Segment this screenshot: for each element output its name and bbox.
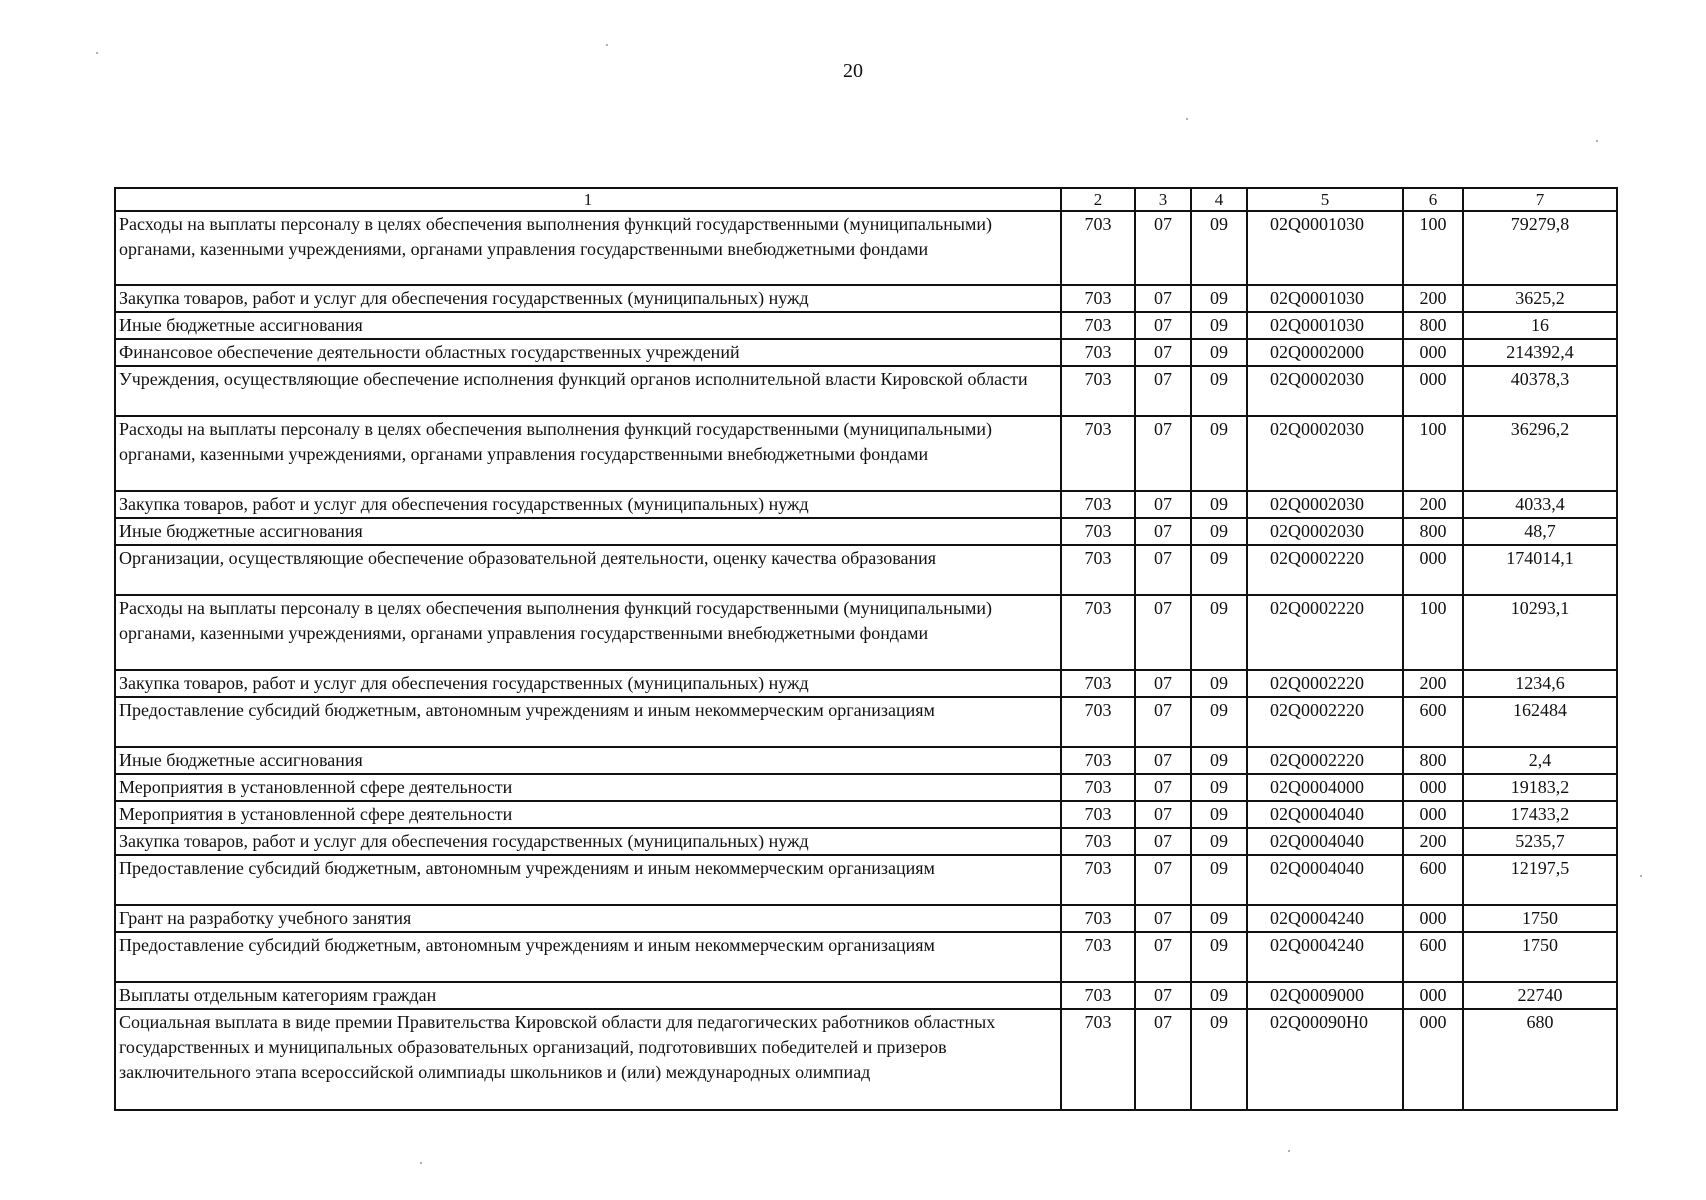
row-target-code: 02Q0002030	[1247, 491, 1403, 518]
row-col-2: 703	[1061, 905, 1135, 932]
row-col-2: 703	[1061, 595, 1135, 670]
row-col-3: 07	[1135, 518, 1191, 545]
row-col-2: 703	[1061, 747, 1135, 774]
page-number: 20	[843, 60, 863, 82]
row-expense-type: 200	[1403, 828, 1463, 855]
row-col-2: 703	[1061, 416, 1135, 491]
scan-speck	[96, 52, 98, 54]
row-col-3: 07	[1135, 905, 1191, 932]
row-description: Грант на разработку учебного занятия	[115, 905, 1061, 932]
row-amount: 3625,2	[1463, 285, 1617, 312]
row-description: Предоставление субсидий бюджетным, автономным учреждениям и иным некоммерческим организациям	[115, 932, 1061, 982]
column-header: 1	[115, 188, 1061, 211]
row-col-3: 07	[1135, 747, 1191, 774]
row-amount: 5235,7	[1463, 828, 1617, 855]
row-col-2: 703	[1061, 855, 1135, 905]
row-expense-type: 000	[1403, 905, 1463, 932]
row-amount: 17433,2	[1463, 801, 1617, 828]
row-col-4: 09	[1191, 828, 1247, 855]
row-col-3: 07	[1135, 312, 1191, 339]
row-col-4: 09	[1191, 747, 1247, 774]
row-col-3: 07	[1135, 855, 1191, 905]
row-col-2: 703	[1061, 670, 1135, 697]
table-row	[115, 1009, 1617, 1110]
row-amount: 10293,1	[1463, 595, 1617, 670]
row-amount: 12197,5	[1463, 855, 1617, 905]
scan-speck	[1186, 118, 1188, 120]
scan-speck	[1288, 1150, 1290, 1152]
row-expense-type: 000	[1403, 982, 1463, 1009]
row-expense-type: 000	[1403, 801, 1463, 828]
row-col-2: 703	[1061, 801, 1135, 828]
row-amount: 174014,1	[1463, 545, 1617, 595]
row-col-3: 07	[1135, 1009, 1191, 1110]
row-target-code: 02Q0002220	[1247, 545, 1403, 595]
budget-table	[114, 187, 1618, 1111]
row-col-2: 703	[1061, 211, 1135, 285]
table-header-row	[115, 188, 1617, 211]
table-row	[115, 211, 1617, 285]
row-amount: 36296,2	[1463, 416, 1617, 491]
row-target-code: 02Q0004240	[1247, 932, 1403, 982]
row-col-2: 703	[1061, 932, 1135, 982]
row-expense-type: 200	[1403, 670, 1463, 697]
column-header: 4	[1191, 188, 1247, 211]
row-target-code: 02Q00090H0	[1247, 1009, 1403, 1110]
row-col-2: 703	[1061, 285, 1135, 312]
row-col-3: 07	[1135, 285, 1191, 312]
row-amount: 1234,6	[1463, 670, 1617, 697]
table-row	[115, 312, 1617, 339]
row-amount: 1750	[1463, 905, 1617, 932]
row-expense-type: 000	[1403, 774, 1463, 801]
row-col-3: 07	[1135, 416, 1191, 491]
row-col-2: 703	[1061, 491, 1135, 518]
column-header: 7	[1463, 188, 1617, 211]
table-row	[115, 747, 1617, 774]
row-expense-type: 800	[1403, 747, 1463, 774]
row-amount: 680	[1463, 1009, 1617, 1110]
row-description: Выплаты отдельным категориям граждан	[115, 982, 1061, 1009]
row-target-code: 02Q0004240	[1247, 905, 1403, 932]
row-description: Организации, осуществляющие обеспечение образовательной деятельности, оценку качества образования	[115, 545, 1061, 595]
row-expense-type: 000	[1403, 366, 1463, 416]
row-description: Мероприятия в установленной сфере деятельности	[115, 774, 1061, 801]
row-expense-type: 100	[1403, 595, 1463, 670]
table-row	[115, 932, 1617, 982]
row-description: Социальная выплата в виде премии Правительства Кировской области для педагогических работников областных государственных и муниципальных образовательных организаций, подготовивших победителей и призеров заключительного этапа всероссийской олимпиады школьников и (или) международных олимпиад	[115, 1009, 1061, 1110]
row-col-3: 07	[1135, 211, 1191, 285]
row-target-code: 02Q0002030	[1247, 416, 1403, 491]
table-row	[115, 518, 1617, 545]
row-col-4: 09	[1191, 211, 1247, 285]
row-description: Иные бюджетные ассигнования	[115, 747, 1061, 774]
row-col-2: 703	[1061, 366, 1135, 416]
row-amount: 162484	[1463, 697, 1617, 747]
row-col-3: 07	[1135, 774, 1191, 801]
table-row	[115, 491, 1617, 518]
row-target-code: 02Q0002220	[1247, 747, 1403, 774]
table-row	[115, 855, 1617, 905]
row-description: Закупка товаров, работ и услуг для обеспечения государственных (муниципальных) нужд	[115, 491, 1061, 518]
scan-speck	[1596, 140, 1598, 142]
row-description: Предоставление субсидий бюджетным, автономным учреждениям и иным некоммерческим организациям	[115, 855, 1061, 905]
row-col-3: 07	[1135, 339, 1191, 366]
row-description: Расходы на выплаты персоналу в целях обеспечения выполнения функций государственными (муниципальными) органами, казенными учреждениями, органами управления государственными внебюджетными фондами	[115, 416, 1061, 491]
row-description: Учреждения, осуществляющие обеспечение исполнения функций органов исполнительной власти Кировской области	[115, 366, 1061, 416]
row-col-3: 07	[1135, 828, 1191, 855]
row-col-3: 07	[1135, 545, 1191, 595]
row-col-4: 09	[1191, 518, 1247, 545]
column-header: 2	[1061, 188, 1135, 211]
row-description: Иные бюджетные ассигнования	[115, 312, 1061, 339]
column-header: 6	[1403, 188, 1463, 211]
table-row	[115, 416, 1617, 491]
table-row	[115, 545, 1617, 595]
row-col-4: 09	[1191, 366, 1247, 416]
table-row	[115, 339, 1617, 366]
row-col-2: 703	[1061, 312, 1135, 339]
row-col-2: 703	[1061, 1009, 1135, 1110]
table-row	[115, 905, 1617, 932]
row-col-2: 703	[1061, 697, 1135, 747]
row-target-code: 02Q0002220	[1247, 697, 1403, 747]
row-col-4: 09	[1191, 982, 1247, 1009]
row-col-4: 09	[1191, 774, 1247, 801]
row-expense-type: 800	[1403, 312, 1463, 339]
row-amount: 48,7	[1463, 518, 1617, 545]
row-col-3: 07	[1135, 801, 1191, 828]
row-description: Иные бюджетные ассигнования	[115, 518, 1061, 545]
row-col-2: 703	[1061, 339, 1135, 366]
row-col-4: 09	[1191, 697, 1247, 747]
row-amount: 22740	[1463, 982, 1617, 1009]
row-col-3: 07	[1135, 670, 1191, 697]
row-target-code: 02Q0004040	[1247, 801, 1403, 828]
row-col-4: 09	[1191, 312, 1247, 339]
table-row	[115, 774, 1617, 801]
row-col-3: 07	[1135, 982, 1191, 1009]
row-col-4: 09	[1191, 1009, 1247, 1110]
row-amount: 40378,3	[1463, 366, 1617, 416]
row-col-3: 07	[1135, 366, 1191, 416]
row-col-3: 07	[1135, 491, 1191, 518]
row-col-4: 09	[1191, 545, 1247, 595]
row-target-code: 02Q0009000	[1247, 982, 1403, 1009]
row-col-2: 703	[1061, 518, 1135, 545]
row-col-3: 07	[1135, 932, 1191, 982]
row-expense-type: 800	[1403, 518, 1463, 545]
column-header: 5	[1247, 188, 1403, 211]
row-col-4: 09	[1191, 285, 1247, 312]
row-expense-type: 600	[1403, 855, 1463, 905]
scan-speck	[1640, 875, 1642, 877]
row-expense-type: 100	[1403, 416, 1463, 491]
row-amount: 79279,8	[1463, 211, 1617, 285]
row-col-2: 703	[1061, 774, 1135, 801]
row-amount: 2,4	[1463, 747, 1617, 774]
row-expense-type: 600	[1403, 932, 1463, 982]
table-row	[115, 595, 1617, 670]
row-col-3: 07	[1135, 595, 1191, 670]
row-col-4: 09	[1191, 855, 1247, 905]
row-col-4: 09	[1191, 416, 1247, 491]
row-col-4: 09	[1191, 595, 1247, 670]
row-amount: 4033,4	[1463, 491, 1617, 518]
row-col-4: 09	[1191, 491, 1247, 518]
row-target-code: 02Q0004040	[1247, 828, 1403, 855]
row-col-4: 09	[1191, 905, 1247, 932]
row-amount: 1750	[1463, 932, 1617, 982]
row-amount: 214392,4	[1463, 339, 1617, 366]
row-description: Закупка товаров, работ и услуг для обеспечения государственных (муниципальных) нужд	[115, 828, 1061, 855]
row-target-code: 02Q0002030	[1247, 518, 1403, 545]
row-col-4: 09	[1191, 339, 1247, 366]
table-row	[115, 982, 1617, 1009]
row-col-4: 09	[1191, 670, 1247, 697]
row-description: Мероприятия в установленной сфере деятельности	[115, 801, 1061, 828]
row-description: Финансовое обеспечение деятельности областных государственных учреждений	[115, 339, 1061, 366]
row-target-code: 02Q0002220	[1247, 595, 1403, 670]
table-row	[115, 828, 1617, 855]
row-target-code: 02Q0004000	[1247, 774, 1403, 801]
table-row	[115, 697, 1617, 747]
row-expense-type: 200	[1403, 491, 1463, 518]
row-amount: 19183,2	[1463, 774, 1617, 801]
row-description: Предоставление субсидий бюджетным, автономным учреждениям и иным некоммерческим организациям	[115, 697, 1061, 747]
row-col-4: 09	[1191, 801, 1247, 828]
row-col-2: 703	[1061, 982, 1135, 1009]
row-expense-type: 100	[1403, 211, 1463, 285]
row-amount: 16	[1463, 312, 1617, 339]
row-col-2: 703	[1061, 545, 1135, 595]
row-description: Расходы на выплаты персоналу в целях обеспечения выполнения функций государственными (муниципальными) органами, казенными учреждениями, органами управления государственными внебюджетными фондами	[115, 211, 1061, 285]
row-expense-type: 000	[1403, 1009, 1463, 1110]
row-target-code: 02Q0001030	[1247, 211, 1403, 285]
row-target-code: 02Q0002000	[1247, 339, 1403, 366]
table-row	[115, 670, 1617, 697]
row-target-code: 02Q0002030	[1247, 366, 1403, 416]
row-target-code: 02Q0001030	[1247, 285, 1403, 312]
row-description: Расходы на выплаты персоналу в целях обеспечения выполнения функций государственными (муниципальными) органами, казенными учреждениями, органами управления государственными внебюджетными фондами	[115, 595, 1061, 670]
scan-speck	[420, 1162, 422, 1164]
table-row	[115, 801, 1617, 828]
table-row	[115, 366, 1617, 416]
row-expense-type: 000	[1403, 339, 1463, 366]
row-expense-type: 000	[1403, 545, 1463, 595]
row-target-code: 02Q0002220	[1247, 670, 1403, 697]
table-row	[115, 285, 1617, 312]
row-expense-type: 600	[1403, 697, 1463, 747]
row-col-2: 703	[1061, 828, 1135, 855]
column-header: 3	[1135, 188, 1191, 211]
row-target-code: 02Q0004040	[1247, 855, 1403, 905]
row-description: Закупка товаров, работ и услуг для обеспечения государственных (муниципальных) нужд	[115, 285, 1061, 312]
row-expense-type: 200	[1403, 285, 1463, 312]
row-col-3: 07	[1135, 697, 1191, 747]
row-target-code: 02Q0001030	[1247, 312, 1403, 339]
row-description: Закупка товаров, работ и услуг для обеспечения государственных (муниципальных) нужд	[115, 670, 1061, 697]
row-col-4: 09	[1191, 932, 1247, 982]
scan-speck	[606, 44, 608, 46]
